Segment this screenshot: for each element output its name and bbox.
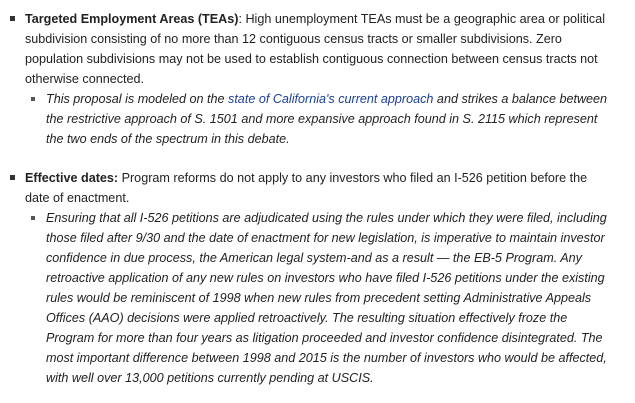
item-title: Targeted Employment Areas (TEAs) [25, 12, 239, 26]
sub-list-item [25, 89, 609, 149]
square-bullet-icon [10, 16, 15, 21]
sub-bullet-list [25, 208, 607, 388]
sub-item-text-after: and strikes a balance between the restrictive approach of S. 1501 and more expansive approach found in S. 2115 which represent the two ends of the spectrum in this debate. [46, 92, 608, 146]
sub-bullet-list [25, 89, 607, 149]
square-bullet-icon [10, 175, 15, 180]
sub-list-item [25, 208, 609, 388]
list-item-effective-dates [0, 168, 607, 388]
bullet-list [0, 9, 635, 388]
california-approach-link[interactable]: state of California's current approach [228, 92, 434, 106]
square-bullet-icon [31, 97, 35, 101]
square-bullet-icon [31, 216, 35, 220]
item-text: : High unemployment TEAs must be a geographic area or political subdivision consisting of no more than 12 contiguous census tracts or smaller subdivisions. Zero population subdivisions may not be used to establish contiguous connection between census tracts not otherwise connected. [25, 12, 606, 86]
list-item-teas [0, 9, 607, 149]
sub-item-text: Ensuring that all I-526 petitions are adjudicated using the rules under which they were filed, including those filed after 9/30 and the date of enactment for new legislation, is imperative to maintain investor confidence in due process, the American legal system-and as a result — the EB-5 Program. Any retroactive application of any new rules on investors who have filed I-526 petitions under the existing rules would be reminiscent of 1998 when new rules from precedent setting Administrative Appeals Offices (AAO) decisions were applied retroactively. The resulting situation effectively froze the Program for more than four years as litigation proceeded and investor confidence disintegrated. The most important difference between 1998 and 2015 is the number of investors who would be affected, with well over 13,000 petitions currently pending at USCIS. [46, 211, 607, 385]
item-text: Program reforms do not apply to any investors who filed an I-526 petition before the date of enactment. [25, 171, 588, 205]
sub-item-text-before: This proposal is modeled on the [46, 92, 229, 106]
item-title: Effective dates: [25, 171, 119, 185]
